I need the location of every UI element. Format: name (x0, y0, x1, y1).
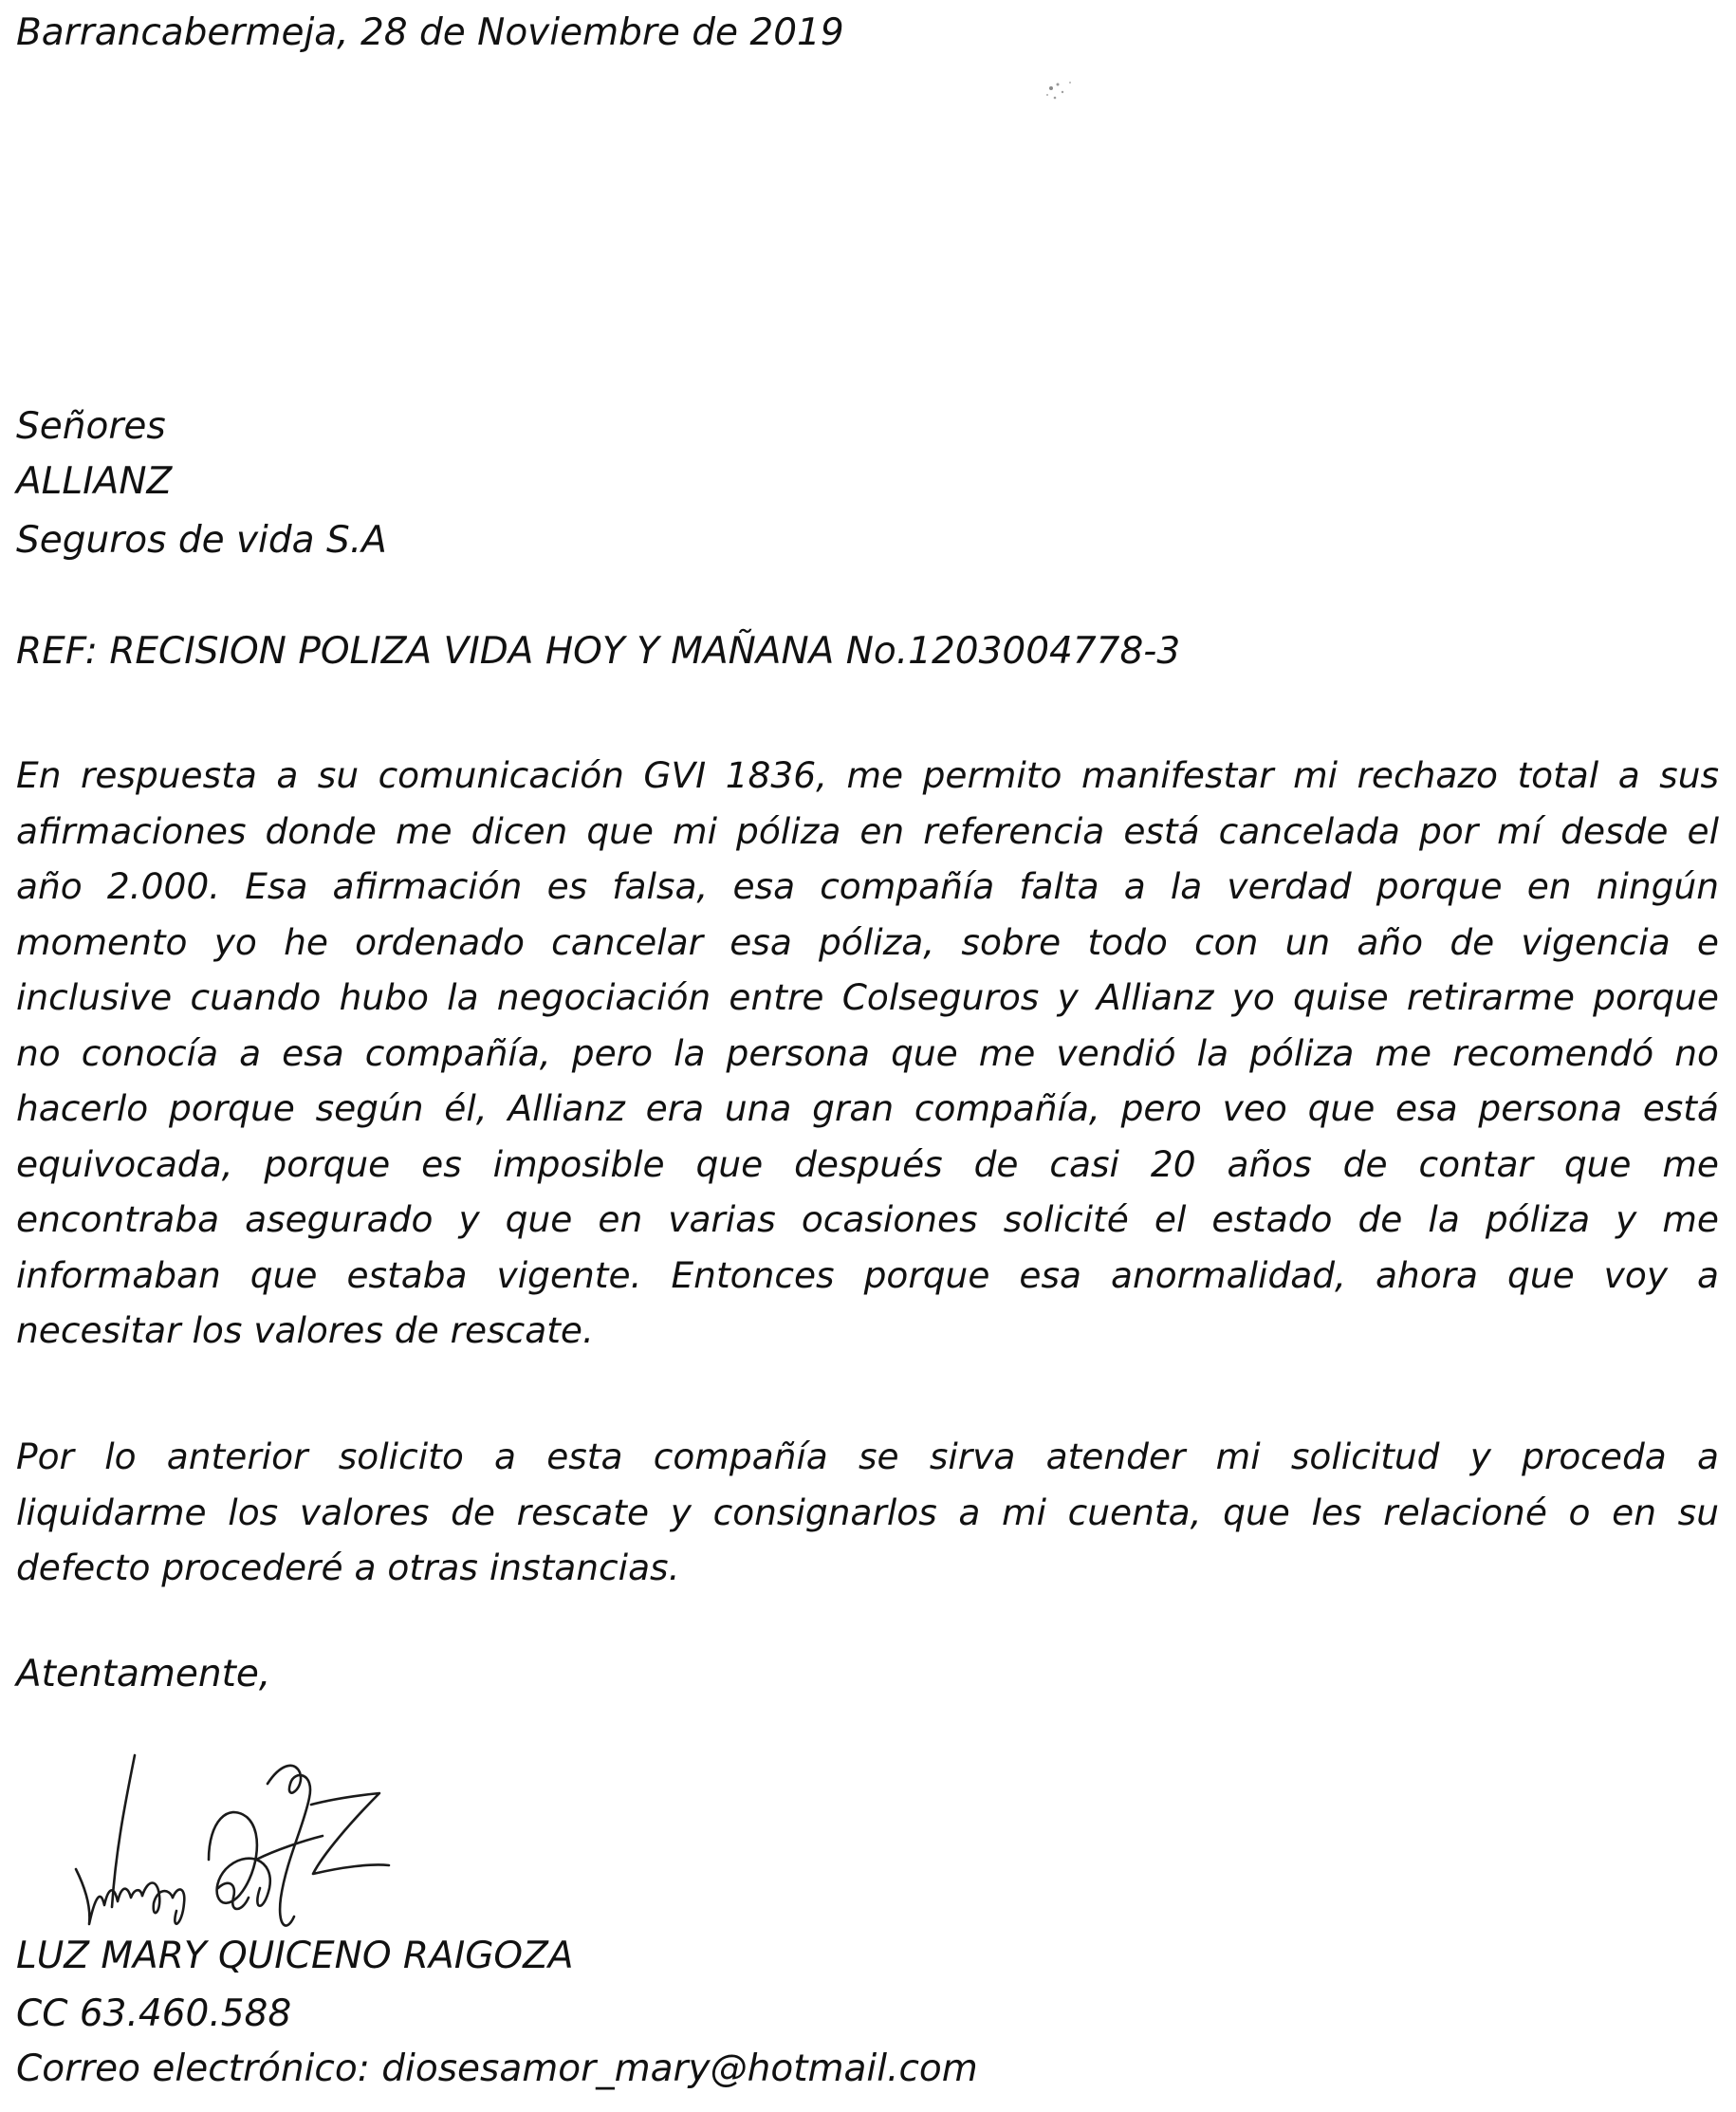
paragraph-line: hacerlo porque según él, Allianz era una gran compañía, pero veo que esa persona está (16, 1087, 1719, 1129)
paragraph-line: momento yo he ordenado cancelar esa póliza, sobre todo con un año de vigencia e (16, 920, 1719, 963)
paragraph-line: necesitar los valores de rescate. (16, 1309, 594, 1351)
handwritten-signature (66, 1746, 436, 1936)
scan-speck (1034, 71, 1100, 109)
signer-name: LUZ MARY QUICENO RAIGOZA (16, 1935, 574, 1977)
paragraph-line: En respuesta a su comunicación GVI 1836, me permito manifestar mi rechazo total a sus (16, 754, 1719, 796)
body-paragraph-2 (16, 1429, 1719, 1596)
paragraph-line: año 2.000. Esa afirmación es falsa, esa compañía falta a la verdad porque en ningún (16, 865, 1719, 907)
paragraph-line: informaban que estaba vigente. Entonces porque esa anormalidad, ahora que voy a (16, 1253, 1719, 1296)
recipient-line-1: Señores (16, 405, 166, 448)
paragraph-line: inclusive cuando hubo la negociación entre Colseguros y Allianz yo quise retirarme porque (16, 976, 1719, 1018)
closing: Atentamente, (16, 1653, 271, 1695)
paragraph-line: liquidarme los valores de rescate y consignarlos a mi cuenta, que les relacioné o en su (16, 1491, 1719, 1533)
paragraph-line: no conocía a esa compañía, pero la persona que me vendió la póliza me recomendó no (16, 1031, 1719, 1074)
paragraph-line: equivocada, porque es imposible que después de casi 20 años de contar que me (16, 1142, 1719, 1185)
signer-id: CC 63.460.588 (16, 1992, 292, 2035)
paragraph-line: afirmaciones donde me dicen que mi póliza en referencia está cancelada por mí desde el (16, 809, 1719, 852)
recipient-line-3: Seguros de vida S.A (16, 519, 387, 562)
signer-email: Correo electrónico: diosesamor_mary@hotmail.com (16, 2047, 978, 2090)
body-paragraph-1 (16, 748, 1719, 1359)
place-date: Barrancabermeja, 28 de Noviembre de 2019 (16, 11, 844, 54)
paragraph-line: defecto procederé a otras instancias. (16, 1547, 680, 1588)
paragraph-line: Por lo anterior solicito a esta compañía se sirva atender mi solicitud y proceda a (16, 1436, 1719, 1477)
recipient-line-2: ALLIANZ (16, 460, 173, 503)
paragraph-line: encontraba asegurado y que en varias ocasiones solicité el estado de la póliza y me (16, 1198, 1719, 1240)
reference-line: REF: RECISION POLIZA VIDA HOY Y MAÑANA No.1203004778-3 (16, 630, 1181, 673)
